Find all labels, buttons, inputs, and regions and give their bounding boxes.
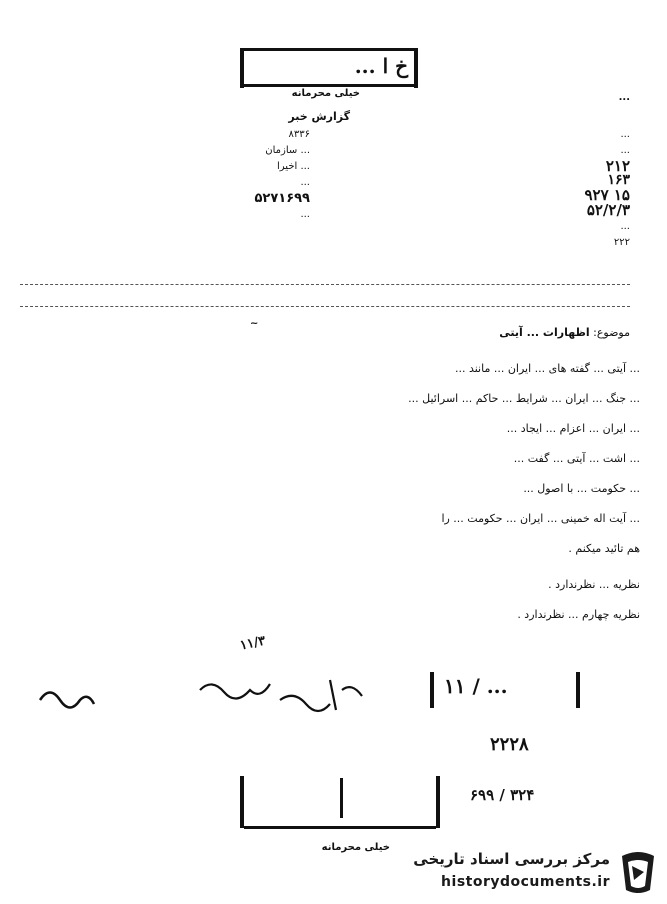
left-field: ... اخیرا [277,161,310,172]
body-line: ... اشت ... آیتی ... گفت ... [513,452,640,465]
body-text [60,362,640,622]
right-fields [380,128,630,249]
left-field: ۸۳۳۶ [288,129,310,140]
separator-line [20,284,630,285]
logo-fa-text: مرکز بررسی اسناد تاریخی [413,850,610,868]
bottom-stamp [240,772,440,834]
subject-type: گزارش خبر [288,110,350,123]
right-field: ۱۵ ۹۲۷ [584,186,630,204]
subject-text: اظهارات ... آیتی [499,326,590,339]
body-line: ... جنگ ... ایران ... شرایط ... حاکم ... اسرائیل ... [408,392,640,405]
body-line: ... آیت اله خمینی ... ایران ... حکومت ... را [441,512,640,525]
number-stamp-text: ۱۱ / ... [444,674,508,698]
left-field: ... سازمان [265,145,310,156]
body-line: ... آیتی ... گفته های ... ایران ... مانند ... [454,362,640,375]
bottom-classification: خیلی محرمانه [321,842,390,853]
footer-line: نظریه چهارم ... نظرندارد . [517,608,640,621]
lower-number: ۶۹۹ / ۳۲۴ [470,786,535,804]
right-field: ۲۲۲ [613,237,630,248]
right-field: ... [620,221,630,232]
logo [380,846,660,898]
left-field: ... [300,177,310,188]
subject-label: موضوع: [593,326,630,339]
handwritten-note: ۱۱/۳ [238,633,267,654]
signature-mark [200,684,270,699]
subject-line [330,326,630,339]
right-field: ۵۲/۲/۳ [586,201,630,219]
handwritten-number: ۲۲۲۸ [490,734,529,755]
classification-label: خیلی محرمانه [291,88,360,99]
right-corner-text: ... [618,92,630,103]
number-stamp [430,668,580,710]
top-stamp [240,46,418,90]
left-fields [110,128,310,221]
right-field: ... [620,129,630,140]
left-field: ۵۲۷۱۶۹۹ [254,191,310,206]
left-field: ... [300,209,310,220]
logo-icon [616,848,660,896]
right-field: ... [620,145,630,156]
footer-line: نظریه ... نظرندارد . [548,578,640,591]
signature-mark [280,696,330,711]
body-line: ... ایران ... اعزام ... ایجاد ... [506,422,640,435]
separator-line [20,306,630,307]
signature-mark [330,680,362,710]
margin-note: ~ [250,318,259,329]
body-line: هم تائید میکنم . [568,542,640,555]
logo-url-text: historydocuments.ir [441,874,610,890]
body-line: ... حکومت ... با اصول ... [523,482,640,495]
right-field: ۲۱۲ [605,157,630,175]
signature-mark [40,693,94,708]
right-field: ۱۶۳ [607,172,630,188]
top-stamp-text: خ ا ... [354,54,408,78]
